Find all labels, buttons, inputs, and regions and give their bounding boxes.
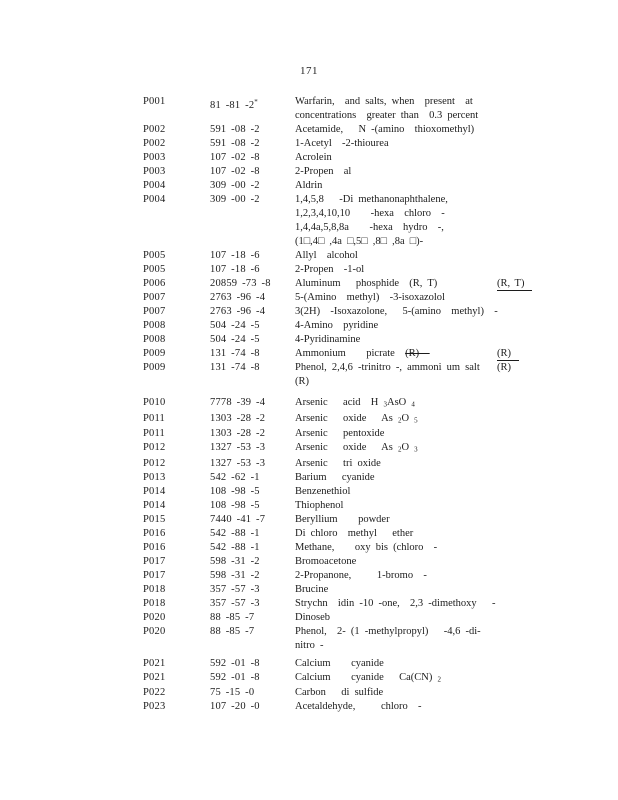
table-row: [143, 499, 545, 513]
substance-name: [295, 569, 495, 583]
table-row: [143, 412, 545, 428]
text-segment: Ammonium picrate: [295, 348, 406, 359]
table-row: [143, 427, 545, 441]
substance-name-line: [295, 671, 495, 687]
cas-number: 598 -31 -2: [210, 569, 260, 581]
waste-code: P021: [143, 657, 166, 669]
text-segment: Phenol, 2- (1 -methylpropyl) -4,6 -di-: [295, 625, 481, 637]
cas-number: 108 -98 -5: [210, 485, 260, 497]
substance-name-line: [295, 471, 495, 485]
substance-name: [295, 686, 495, 700]
substance-name: [295, 611, 495, 625]
substance-name-line: [295, 541, 495, 555]
waste-code: P009: [143, 348, 166, 359]
table-row: [143, 193, 545, 249]
text-segment: (1□,4□ ,4a □,5□ ,8□ ,8a □)-: [295, 236, 424, 247]
text-segment: Carbon di sulfide: [295, 687, 384, 698]
page-number: 171: [300, 65, 318, 77]
substance-name-line: [295, 361, 495, 375]
waste-code: P017: [143, 555, 166, 567]
waste-code: P008: [143, 334, 166, 345]
text-segment: 4-Pyridinamine: [295, 334, 361, 345]
substance-name-line: [295, 165, 495, 179]
text-segment: Arsenic tri oxide: [295, 457, 381, 469]
text-segment: Barium cyanide: [295, 471, 375, 483]
substance-name-line: [295, 427, 495, 441]
cas-number: 1303 -28 -2: [210, 412, 266, 424]
substance-name-line: [295, 347, 495, 361]
sub-text: 5: [414, 416, 418, 424]
text-segment: Calcium cyanide Ca(CN): [295, 671, 438, 683]
waste-code: P005: [143, 264, 166, 275]
text-segment: Phenol, 2,4,6 -trinitro -, ammoni um salt: [295, 362, 480, 373]
substance-name: [295, 277, 495, 291]
substance-name: [295, 137, 495, 151]
substance-name: [295, 441, 495, 457]
substance-name: [295, 347, 495, 361]
text-segment: 1-Acetyl -2-thiourea: [295, 138, 389, 149]
waste-code: P012: [143, 457, 166, 469]
waste-code: P013: [143, 471, 166, 483]
substance-name: [295, 671, 495, 687]
cas-number: 542 -88 -1: [210, 541, 260, 553]
substance-name-line: [295, 109, 495, 123]
cas-number: 107 -20 -0: [210, 701, 260, 712]
substance-name: [295, 499, 495, 513]
cas-number: 542 -88 -1: [210, 527, 260, 539]
substance-name-line: [295, 221, 495, 235]
cas-number: 1327 -53 -3: [210, 457, 266, 469]
table-row: [143, 485, 545, 499]
text-segment: Brucine: [295, 583, 329, 595]
cas-number: 592 -01 -8: [210, 671, 260, 683]
substance-name-line: [295, 583, 495, 597]
substance-name-line: [295, 597, 495, 611]
u-text: (R): [497, 348, 519, 361]
substance-name-line: [295, 499, 495, 513]
substance-name: [295, 179, 495, 193]
text-segment: 2-Propen al: [295, 166, 352, 177]
cas-number: 357 -57 -3: [210, 583, 260, 595]
waste-code: P016: [143, 527, 166, 539]
substance-name-line: [295, 123, 495, 137]
cas-number: 1327 -53 -3: [210, 442, 266, 453]
table-row: [143, 657, 545, 671]
table-row: [143, 249, 545, 263]
waste-code: P007: [143, 292, 166, 303]
cas-number: 88 -85 -7: [210, 625, 255, 637]
cas-number: 88 -85 -7: [210, 611, 255, 623]
waste-code: P014: [143, 499, 166, 511]
cas-number: 357 -57 -3: [210, 597, 260, 609]
text-segment: Di chloro methyl ether: [295, 527, 414, 539]
text-segment: Acrolein: [295, 152, 332, 163]
table-row: [143, 513, 545, 527]
text-segment: nitro -: [295, 639, 324, 651]
cas-number: 7440 -41 -7: [210, 513, 266, 525]
substance-name: [295, 555, 495, 569]
substance-name-line: [295, 277, 495, 291]
waste-code: P018: [143, 597, 166, 609]
waste-code: P007: [143, 306, 166, 317]
cas-number: 591 -08 -2: [210, 138, 260, 149]
waste-code: P018: [143, 583, 166, 595]
table-row: [143, 263, 545, 277]
table-row: [143, 569, 545, 583]
waste-code: P002: [143, 138, 166, 149]
waste-code: P020: [143, 625, 166, 637]
table-row: [143, 179, 545, 193]
waste-code: P021: [143, 671, 166, 683]
substance-name-line: [295, 207, 495, 221]
cas-number: 309 -00 -2: [210, 194, 260, 205]
substance-name: [295, 305, 498, 319]
substance-name: [295, 597, 495, 611]
text-segment: 1,4,5,8 -Di methanonaphthalene,: [295, 194, 448, 205]
text-segment: 2-Propanone, 1-bromo -: [295, 569, 427, 581]
text-segment: Thiophenol: [295, 499, 344, 511]
cas-number: 309 -00 -2: [210, 180, 260, 191]
substance-name: [295, 583, 495, 597]
table-row: [143, 291, 545, 305]
table-row: [143, 583, 545, 597]
substance-name-line: [295, 412, 495, 428]
table-row: [143, 686, 545, 700]
substance-name-line: [295, 95, 495, 109]
waste-code: P010: [143, 397, 166, 408]
substance-name: [295, 333, 495, 347]
cas-number: 592 -01 -8: [210, 657, 260, 669]
cas-number: 108 -98 -5: [210, 499, 260, 511]
text-segment: Dinoseb: [295, 611, 330, 623]
substance-name-line: [295, 179, 495, 193]
substance-name: [295, 319, 495, 333]
substance-name: [295, 396, 495, 412]
table-row: [143, 347, 545, 361]
substance-name: [295, 95, 495, 123]
waste-code: P011: [143, 412, 165, 424]
substance-name: [295, 165, 495, 179]
substance-name-line: [295, 319, 495, 333]
substance-name: [295, 513, 495, 527]
text-segment: Arsenic oxide As: [295, 442, 398, 453]
substance-name-line: [295, 686, 495, 700]
sub-text: 3: [414, 445, 418, 454]
substance-name-line: [295, 625, 495, 639]
sup-text: *: [254, 98, 258, 106]
substance-name: [295, 361, 495, 389]
substance-name-line: [295, 700, 495, 714]
table-row: [143, 396, 545, 412]
hazard-code-annotation: [495, 277, 545, 291]
substance-name: [295, 657, 495, 671]
waste-code: P008: [143, 320, 166, 331]
text-segment: O: [401, 442, 415, 453]
substance-name-line: [295, 235, 495, 249]
text-segment: (R): [295, 376, 309, 387]
waste-code: P022: [143, 687, 166, 698]
table-row: [143, 137, 545, 151]
waste-code: P012: [143, 442, 166, 453]
table-row: [143, 541, 545, 555]
table-row: [143, 95, 545, 123]
cas-number: 75 -15 -0: [210, 687, 255, 698]
cas-number: 504 -24 -5: [210, 320, 260, 331]
table-row: [143, 277, 545, 291]
text-segment: Benzenethiol: [295, 485, 351, 497]
text-segment: 1,4,4a,5,8,8a -hexa hydro -,: [295, 222, 444, 233]
cas-number: 542 -62 -1: [210, 471, 260, 483]
text-segment: Strychn idin -10 -one, 2,3 -dimethoxy -: [295, 597, 496, 609]
table-row: [143, 625, 545, 653]
text-segment: Arsenic acid H: [295, 397, 384, 408]
waste-code: P014: [143, 485, 166, 497]
text-segment: 4-Amino pyridine: [295, 320, 379, 331]
waste-code: P015: [143, 513, 166, 525]
text-segment: Arsenic oxide As: [295, 412, 398, 424]
hazard-code-annotation: [495, 347, 545, 361]
cas-number: 131 -74 -8: [210, 362, 260, 373]
table-row: [143, 555, 545, 569]
table-row: [143, 611, 545, 625]
text-segment: AsO: [386, 397, 412, 408]
substance-name-line: [295, 527, 495, 541]
cas-number: 107 -18 -6: [210, 264, 260, 275]
text-segment: Acetamide, N -(amino thioxomethyl): [295, 124, 475, 135]
substance-name: [295, 527, 495, 541]
substance-name-line: [295, 137, 495, 151]
substance-name: [295, 291, 495, 305]
cas-number: 131 -74 -8: [210, 348, 260, 359]
waste-code: P017: [143, 569, 166, 581]
substance-name-line: [295, 569, 495, 583]
waste-code: P011: [143, 428, 165, 439]
waste-code: P016: [143, 541, 166, 553]
strike-text: (R)—: [405, 348, 430, 359]
substance-name-line: [295, 333, 495, 347]
table-row: [143, 333, 545, 347]
sub-text: 2: [437, 675, 441, 683]
cas-number: 7778 -39 -4: [210, 397, 266, 408]
waste-code: P001: [143, 96, 166, 107]
cas-number: 2763 -96 -4: [210, 292, 266, 303]
cas-number: 2763 -96 -4: [210, 306, 266, 317]
substance-name-line: [295, 291, 495, 305]
hazard-code-annotation: [495, 361, 545, 375]
table-row: [143, 361, 545, 389]
substance-name: [295, 412, 495, 428]
cas-number: 107 -02 -8: [210, 166, 260, 177]
table-row: [143, 123, 545, 137]
table-row: [143, 700, 545, 714]
cas-number: 504 -24 -5: [210, 334, 260, 345]
table-row: [143, 471, 545, 485]
text-segment: 2-Propen -1-ol: [295, 264, 365, 275]
sub-text: 2: [397, 445, 402, 454]
cas-number: 107 -18 -6: [210, 250, 260, 261]
table-row: [143, 527, 545, 541]
substance-name: [295, 427, 495, 441]
text-segment: Acetaldehyde, chloro -: [295, 701, 422, 712]
table-row: [143, 457, 545, 471]
u-text: (R, T): [497, 278, 532, 291]
sub-text: 2: [397, 416, 402, 424]
substance-name-line: [295, 639, 495, 653]
waste-code: P004: [143, 180, 166, 191]
cas-number: 598 -31 -2: [210, 555, 260, 567]
waste-code: P020: [143, 611, 166, 623]
text-segment: Calcium cyanide: [295, 657, 384, 669]
waste-code: P009: [143, 362, 166, 373]
text-segment: Beryllium powder: [295, 513, 390, 525]
substance-name: [295, 471, 495, 485]
waste-code: P006: [143, 278, 166, 289]
substance-name-line: [295, 441, 495, 457]
substance-name-line: [295, 611, 495, 625]
cas-number: 81 -81 -2*: [210, 98, 258, 111]
substance-name-line: [295, 485, 495, 499]
substance-name-line: [295, 457, 495, 471]
substance-name: [295, 151, 495, 165]
table-row: [143, 151, 545, 165]
substance-name-line: [295, 513, 495, 527]
substance-name-line: [295, 305, 498, 319]
substance-name-line: [295, 249, 495, 263]
text-segment: Bromoacetone: [295, 555, 357, 567]
table-row: [143, 305, 545, 319]
text-segment: Allyl alcohol: [295, 250, 358, 261]
text-segment: 1,2,3,4,10,10 -hexa chloro -: [295, 208, 445, 219]
cas-number: 1303 -28 -2: [210, 428, 266, 439]
substance-name-line: [295, 657, 495, 671]
substance-name: [295, 263, 495, 277]
table-row: [143, 671, 545, 687]
text-segment: 3(2H) -Isoxazolone, 5-(amino methyl) -: [295, 306, 498, 317]
substance-name-line: [295, 555, 495, 569]
substance-name: [295, 457, 495, 471]
substance-name-line: [295, 375, 495, 389]
text-segment: 5-(Amino methyl) -3-isoxazolol: [295, 292, 445, 303]
text-segment: O: [401, 412, 415, 424]
text-segment: concentrations greater than 0.3 percent: [295, 110, 479, 121]
sub-text: 4: [411, 400, 415, 409]
text-segment: Aluminum phosphide (R, T): [295, 278, 438, 289]
text-segment: Methane, oxy bis (chloro -: [295, 541, 438, 553]
cas-number: 591 -08 -2: [210, 124, 260, 135]
sub-text: 3: [383, 400, 387, 409]
text-segment: Warfarin, and salts, when present at: [295, 96, 473, 107]
substance-name-line: [295, 151, 495, 165]
substance-name: [295, 625, 495, 653]
table-row: [143, 441, 545, 457]
waste-table: [143, 95, 545, 714]
waste-code: P003: [143, 166, 166, 177]
table-row: [143, 165, 545, 179]
substance-name-line: [295, 396, 495, 412]
waste-code: P005: [143, 250, 166, 261]
substance-name: [295, 193, 495, 249]
substance-name: [295, 485, 495, 499]
substance-name-line: [295, 193, 495, 207]
cas-number: 20859 -73 -8: [210, 278, 271, 289]
waste-code: P023: [143, 701, 166, 712]
waste-code: P003: [143, 152, 166, 163]
substance-name: [295, 123, 495, 137]
substance-name: [295, 700, 495, 714]
substance-name: [295, 249, 495, 263]
substance-name-line: [295, 263, 495, 277]
text-segment: Aldrin: [295, 180, 323, 191]
table-row: [143, 597, 545, 611]
text-segment: (R): [497, 362, 511, 373]
substance-name: [295, 541, 495, 555]
cas-number: 107 -02 -8: [210, 152, 260, 163]
waste-code: P004: [143, 194, 166, 205]
waste-code: P002: [143, 124, 166, 135]
text-segment: Arsenic pentoxide: [295, 428, 385, 439]
table-row: [143, 319, 545, 333]
